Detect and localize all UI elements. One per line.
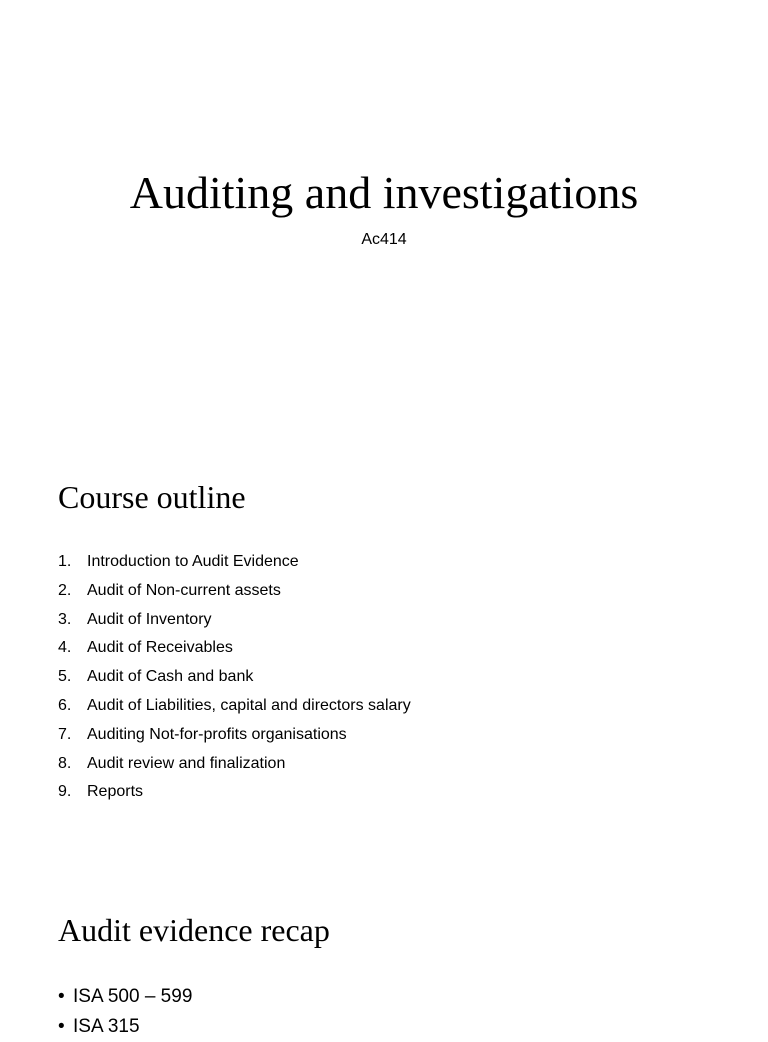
list-number: 3. [58,610,72,628]
list-number: 2. [58,581,72,599]
list-item [58,1012,192,1042]
list-item [58,663,411,692]
list-number: 8. [58,754,72,772]
list-text: Audit of Non-current assets [87,581,281,599]
bullet-icon: • [58,986,65,1007]
list-item [58,692,411,721]
title-slide [0,0,768,430]
list-item [58,606,411,635]
list-text: ISA 315 [73,1016,140,1037]
list-number: 9. [58,783,72,801]
list-text: Auditing Not-for-profits organisations [87,725,347,743]
list-text: Audit of Receivables [87,639,233,657]
list-number: 6. [58,696,72,714]
list-text: ISA 500 – 599 [73,986,193,1007]
list-item [58,778,411,807]
list-item [58,634,411,663]
list-number: 1. [58,553,72,570]
list-text: Reports [87,783,144,801]
list-text: Audit review and finalization [87,754,286,772]
list-item [58,721,411,750]
course-outline-list [58,548,411,807]
list-text: Introduction to Audit Evidence [87,553,299,570]
list-text: Audit of Liabilities, capital and directors salary [87,696,411,714]
list-text: Audit of Inventory [87,610,212,628]
list-item [58,982,192,1012]
bullet-icon: • [58,1016,65,1037]
list-item [58,577,411,606]
list-number: 7. [58,725,72,743]
list-number: 4. [58,639,72,657]
list-number: 5. [58,668,72,686]
course-code: Ac414 [361,231,407,248]
recap-bullet-list [58,982,192,1042]
course-outline-heading: Course outline [58,479,246,515]
list-item [58,750,411,779]
list-item [58,548,411,577]
audit-evidence-recap-heading: Audit evidence recap [58,912,330,948]
page-title: Auditing and investigations [129,167,639,218]
list-text: Audit of Cash and bank [87,668,254,686]
